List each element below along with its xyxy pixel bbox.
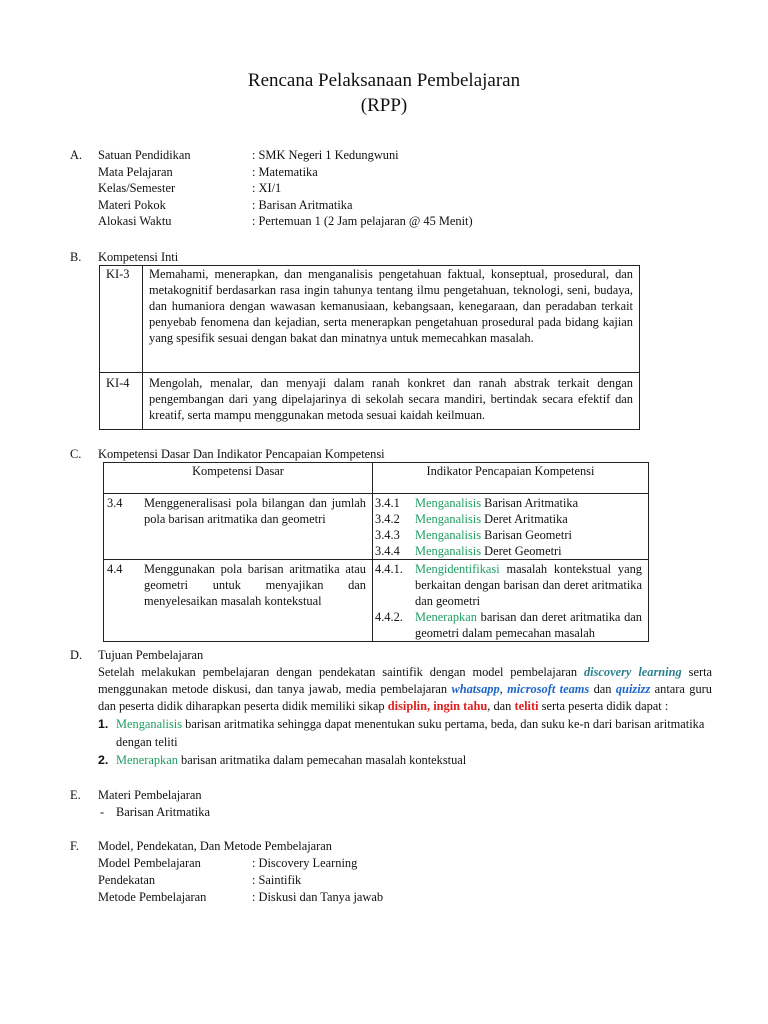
section-e-heading: Materi Pembelajaran [98,788,202,802]
indicator-item [375,495,648,511]
objective-paragraph [98,664,712,715]
method-value: : Saintifik [252,873,302,887]
section-b-heading: Kompetensi Inti [98,250,179,264]
indicator-cell [373,560,649,642]
media-name: quizizz [615,682,651,696]
indicator-verb: Menganalisis [415,512,482,526]
identity-label: Kelas/Semester [98,181,176,195]
ki-text: Mengolah, menalar, dan menyaji dalam ranah konkret dan ranah abstrak terkait dengan pengembangan dari yang dipelajarinya di sekolah secara mandiri, bertindak secara efektif dan kreatif, serta mampu menggunakan metoda sesuai kaidah keilmuan. [143,373,640,430]
kd-code: 3.4 [107,496,123,510]
table-row [104,494,649,560]
ki-code: KI-4 [100,373,143,430]
indicator-number: 3.4.2 [375,512,400,526]
separator: , dan [487,699,515,713]
identity-value: : SMK Negeri 1 Kedungwuni [252,148,399,162]
indicator-number: 4.4.1. [375,562,403,576]
section-c-heading: Kompetensi Dasar Dan Indikator Pencapaian Kompetensi [98,447,385,461]
indicator-verb: Menganalisis [415,496,482,510]
goal-text [116,716,704,732]
table-row [100,266,640,373]
indicator-verb: Menerapkan [415,610,477,624]
ki-table [99,265,640,430]
identity-label: Alokasi Waktu [98,214,172,228]
table-row [104,560,649,642]
paragraph-text: serta menggunakan metode diskusi, dan tanya jawab, media pembelajaran [98,665,713,696]
indicator-item [375,543,648,559]
indicator-text: Barisan Geometri [481,528,572,542]
separator: , [499,682,508,696]
identity-value: : Matematika [252,165,318,179]
list-item: Barisan Aritmatika [116,805,210,819]
table-row [104,463,649,494]
indicator-number: 3.4.4 [375,544,400,558]
method-value: : Diskusi dan Tanya jawab [252,890,384,904]
indicator-text: Deret Geometri [481,544,562,558]
list-bullet: - [100,805,105,819]
paragraph-text: antara guru dan peserta didik diharapkan peserta didik memiliki sikap [98,682,712,713]
indicator-number: 3.4.3 [375,528,400,542]
kd-text: Menggeneralisasi pola bilangan dan jumlah pola barisan aritmatika dan geometri [144,496,366,526]
goal-number: 2. [98,753,109,767]
indicator-text: Barisan Aritmatika [481,496,579,510]
table-row [100,373,640,430]
section-d-letter: D. [70,648,83,662]
indicator-number: 4.4.2. [375,610,403,624]
ki-text: Memahami, menerapkan, dan menganalisis pengetahuan faktual, konseptual, prosedural, dan metakognitif berdasarkan rasa ingin tahunya tentang ilmu pengetahuan, teknologi, seni, budaya, dan humaniora dengan wawasan kemanusiaan, kebangsaan, kenegaraan, dan peradaban terkait penyebab fenomena dan kejadian, serta menerapkan pengetahuan prosedural pada bidang kajian yang spesifik sesuai dengan bakat dan minatnya untuk memecahkan masalah. [143,266,640,373]
kd-code: 4.4 [107,562,123,576]
identity-value: : XI/1 [252,181,282,195]
media-name: microsoft teams [507,682,590,696]
section-d-heading: Tujuan Pembelajaran [98,648,204,662]
goal-rest: barisan aritmatika dalam pemecahan masalah kontekstual [177,753,467,767]
section-f-letter: F. [70,839,79,853]
identity-label: Materi Pokok [98,198,166,212]
document-title: Rencana Pelaksanaan Pembelajaran [247,70,521,91]
indicator-verb: Menganalisis [415,528,482,542]
goal-verb: Menganalisis [116,717,183,731]
indicator-item [375,527,648,543]
column-header: Kompetensi Dasar [104,463,373,494]
indicator-item [375,609,642,641]
indicator-text: Deret Aritmatika [481,512,568,526]
section-f-heading: Model, Pendekatan, Dan Metode Pembelajaran [98,839,332,853]
identity-label: Satuan Pendidikan [98,148,191,162]
indicator-cell [373,494,649,560]
goal-verb: Menerapkan [116,753,178,767]
section-b-letter: B. [70,250,82,264]
indicator-text: barisan dan deret aritmatika dan geometri dalam pemecahan masalah [415,610,642,640]
indicator-item [375,511,648,527]
document-subtitle: (RPP) [360,95,408,116]
goal-text-continued: dengan teliti [116,735,178,749]
ki-code: KI-3 [100,266,143,373]
indicator-verb: Mengidentifikasi [415,562,500,576]
goal-rest: barisan aritmatika sehingga dapat menentukan suku pertama, beda, dan suku ke-n dari barisan aritmatika [182,717,705,731]
identity-value: : Barisan Aritmatika [252,198,353,212]
section-c-letter: C. [70,447,82,461]
kd-text: Menggunakan pola barisan aritmatika atau geometri untuk menyajikan dan menyelesaikan masalah kontekstual [144,562,366,608]
indicator-verb: Menganalisis [415,544,482,558]
identity-value: : Pertemuan 1 (2 Jam pelajaran @ 45 Menit) [252,214,473,228]
method-value: : Discovery Learning [252,856,358,870]
media-name: whatsapp [451,682,500,696]
model-name: discovery learning [583,665,682,679]
identity-label: Mata Pelajaran [98,165,173,179]
attitude: disiplin, ingin tahu [387,699,488,713]
separator: dan [589,682,616,696]
kd-cell [104,494,373,560]
kd-cell [104,560,373,642]
column-header: Indikator Pencapaian Kompetensi [373,463,649,494]
method-label: Pendekatan [98,873,156,887]
indicator-item [375,561,642,609]
goal-number: 1. [98,717,109,731]
indicator-number: 3.4.1 [375,496,400,510]
section-a-letter: A. [70,148,83,162]
method-label: Model Pembelajaran [98,856,201,870]
kd-table [103,462,649,642]
paragraph-text: Setelah melakukan pembelajaran dengan pendekatan saintifik dengan model pembelajaran [98,665,584,679]
indicator-text: masalah kontekstual yang berkaitan dengan barisan dan deret aritmatika dan geometri [415,562,642,608]
section-e-letter: E. [70,788,81,802]
attitude: teliti [514,699,539,713]
paragraph-text: serta peserta didik dapat : [538,699,669,713]
goal-text [116,752,466,768]
method-label: Metode Pembelajaran [98,890,207,904]
